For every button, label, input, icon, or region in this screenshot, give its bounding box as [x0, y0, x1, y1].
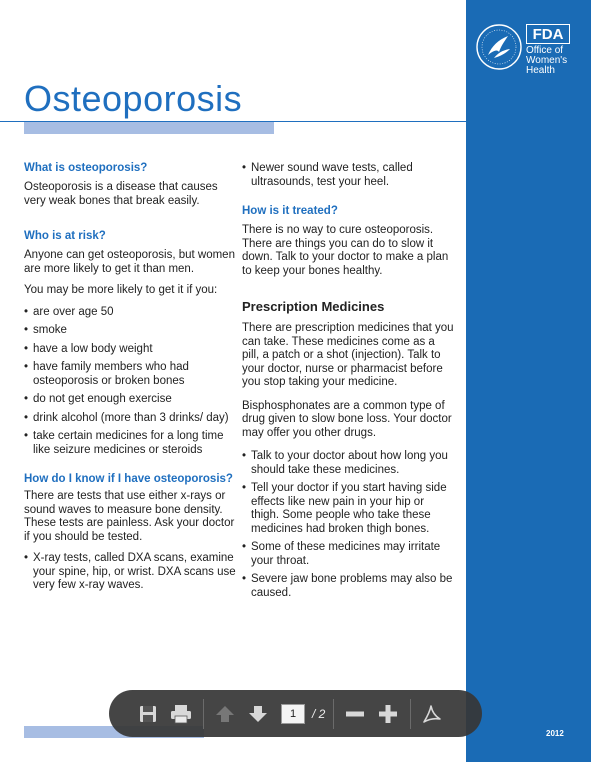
pdf-viewer-toolbar — [109, 690, 482, 737]
list-item: • have family members who had osteoporosis or broken bones — [24, 361, 236, 388]
open-in-acrobat-button[interactable] — [419, 701, 445, 727]
test-list-continued — [242, 162, 454, 189]
print-button[interactable] — [168, 701, 194, 727]
office-line-1: Office of — [526, 45, 564, 56]
zoom-out-icon — [345, 704, 365, 724]
fda-logo-icon — [526, 24, 570, 44]
list-item: • Newer sound wave tests, called ultrasounds, test your heel. — [242, 162, 454, 189]
heading-who-at-risk: Who is at risk? — [24, 230, 106, 242]
list-item: • are over age 50 — [24, 306, 236, 320]
brand-band — [466, 0, 591, 762]
left-column — [24, 162, 236, 598]
paragraph-anyone: Anyone can get osteoporosis, but women are more likely to get it than men. — [24, 249, 235, 275]
list-item: • take certain medicines for a long time like seizure medicines or steroids — [24, 430, 236, 457]
paragraph-no-cure: There is no way to cure osteoporosis. There are things you can do to slow it down. Talk to your doctor to make a plan to keep your bones healthy. — [242, 224, 449, 277]
page-up-icon — [215, 704, 235, 724]
page-number-input[interactable]: 1 — [281, 704, 305, 724]
heading-how-treated: How is it treated? — [242, 205, 338, 217]
save-button[interactable] — [135, 701, 161, 727]
risk-factor-list — [24, 306, 236, 458]
save-icon — [138, 704, 158, 724]
test-list — [24, 552, 236, 593]
paragraph-tests: There are tests that use either x-rays or sound waves to measure bone density. These tests are painless. Ask your doctor if you should be tested. — [24, 490, 235, 543]
page-title: Osteoporosis — [24, 78, 243, 119]
list-item: • Some of these medicines may irritate your throat. — [242, 541, 454, 568]
list-item: • X-ray tests, called DXA scans, examine your spine, hip, or wrist. DXA scans use very few x-ray waves. — [24, 552, 236, 593]
list-item: • Tell your doctor if you start having side effects like new pain in your hip or thigh. Some people who take these medicines had broken thigh bones. — [242, 482, 454, 536]
toolbar-separator — [333, 699, 334, 729]
list-item: • have a low body weight — [24, 343, 236, 357]
heading-prescription-medicines: Prescription Medicines — [242, 299, 385, 314]
list-item: • Talk to your doctor about how long you should take these medicines. — [242, 450, 454, 477]
paragraph-bisphosphonates: Bisphosphonates are a common type of drug given to slow bone loss. Your doctor may offer you other drugs. — [242, 399, 452, 439]
zoom-in-icon — [378, 704, 398, 724]
heading-what-is: What is osteoporosis? — [24, 162, 148, 174]
paragraph-more-likely: You may be more likely to get it if you: — [24, 284, 218, 296]
next-page-button[interactable] — [245, 701, 271, 727]
medicine-advice-list — [242, 450, 454, 600]
title-accent-bar — [24, 122, 274, 134]
heading-how-do-i-know: How do I know if I have osteoporosis? — [24, 473, 233, 485]
office-of-womens-health-label — [526, 46, 567, 76]
list-item: • drink alcohol (more than 3 drinks/ day) — [24, 412, 236, 426]
page-down-icon — [248, 704, 268, 724]
hhs-seal-icon — [474, 22, 524, 72]
publication-year: 2012 — [546, 729, 564, 738]
paragraph-prescription: There are prescription medicines that you can take. These medicines come as a pill, a patch or a shot (injection). Talk to your doctor, nurse or pharmacist before you stop taking your medicine. — [242, 322, 454, 388]
office-line-3: Health — [526, 65, 555, 76]
toolbar-separator — [203, 699, 204, 729]
list-item: • do not get enough exercise — [24, 393, 236, 407]
toolbar-separator — [410, 699, 411, 729]
right-column — [242, 162, 454, 605]
print-icon — [170, 704, 192, 724]
previous-page-button[interactable] — [212, 701, 238, 727]
zoom-in-button[interactable] — [375, 701, 401, 727]
list-item: • smoke — [24, 324, 236, 338]
paragraph-definition: Osteoporosis is a disease that causes very weak bones that break easily. — [24, 181, 218, 207]
acrobat-icon — [421, 703, 443, 725]
office-line-2: Women's — [526, 55, 568, 66]
svg-text:FDA: FDA — [532, 26, 564, 43]
list-item: • Severe jaw bone problems may also be caused. — [242, 573, 454, 600]
zoom-out-button[interactable] — [342, 701, 368, 727]
page-total-label: / 2 — [312, 706, 326, 721]
